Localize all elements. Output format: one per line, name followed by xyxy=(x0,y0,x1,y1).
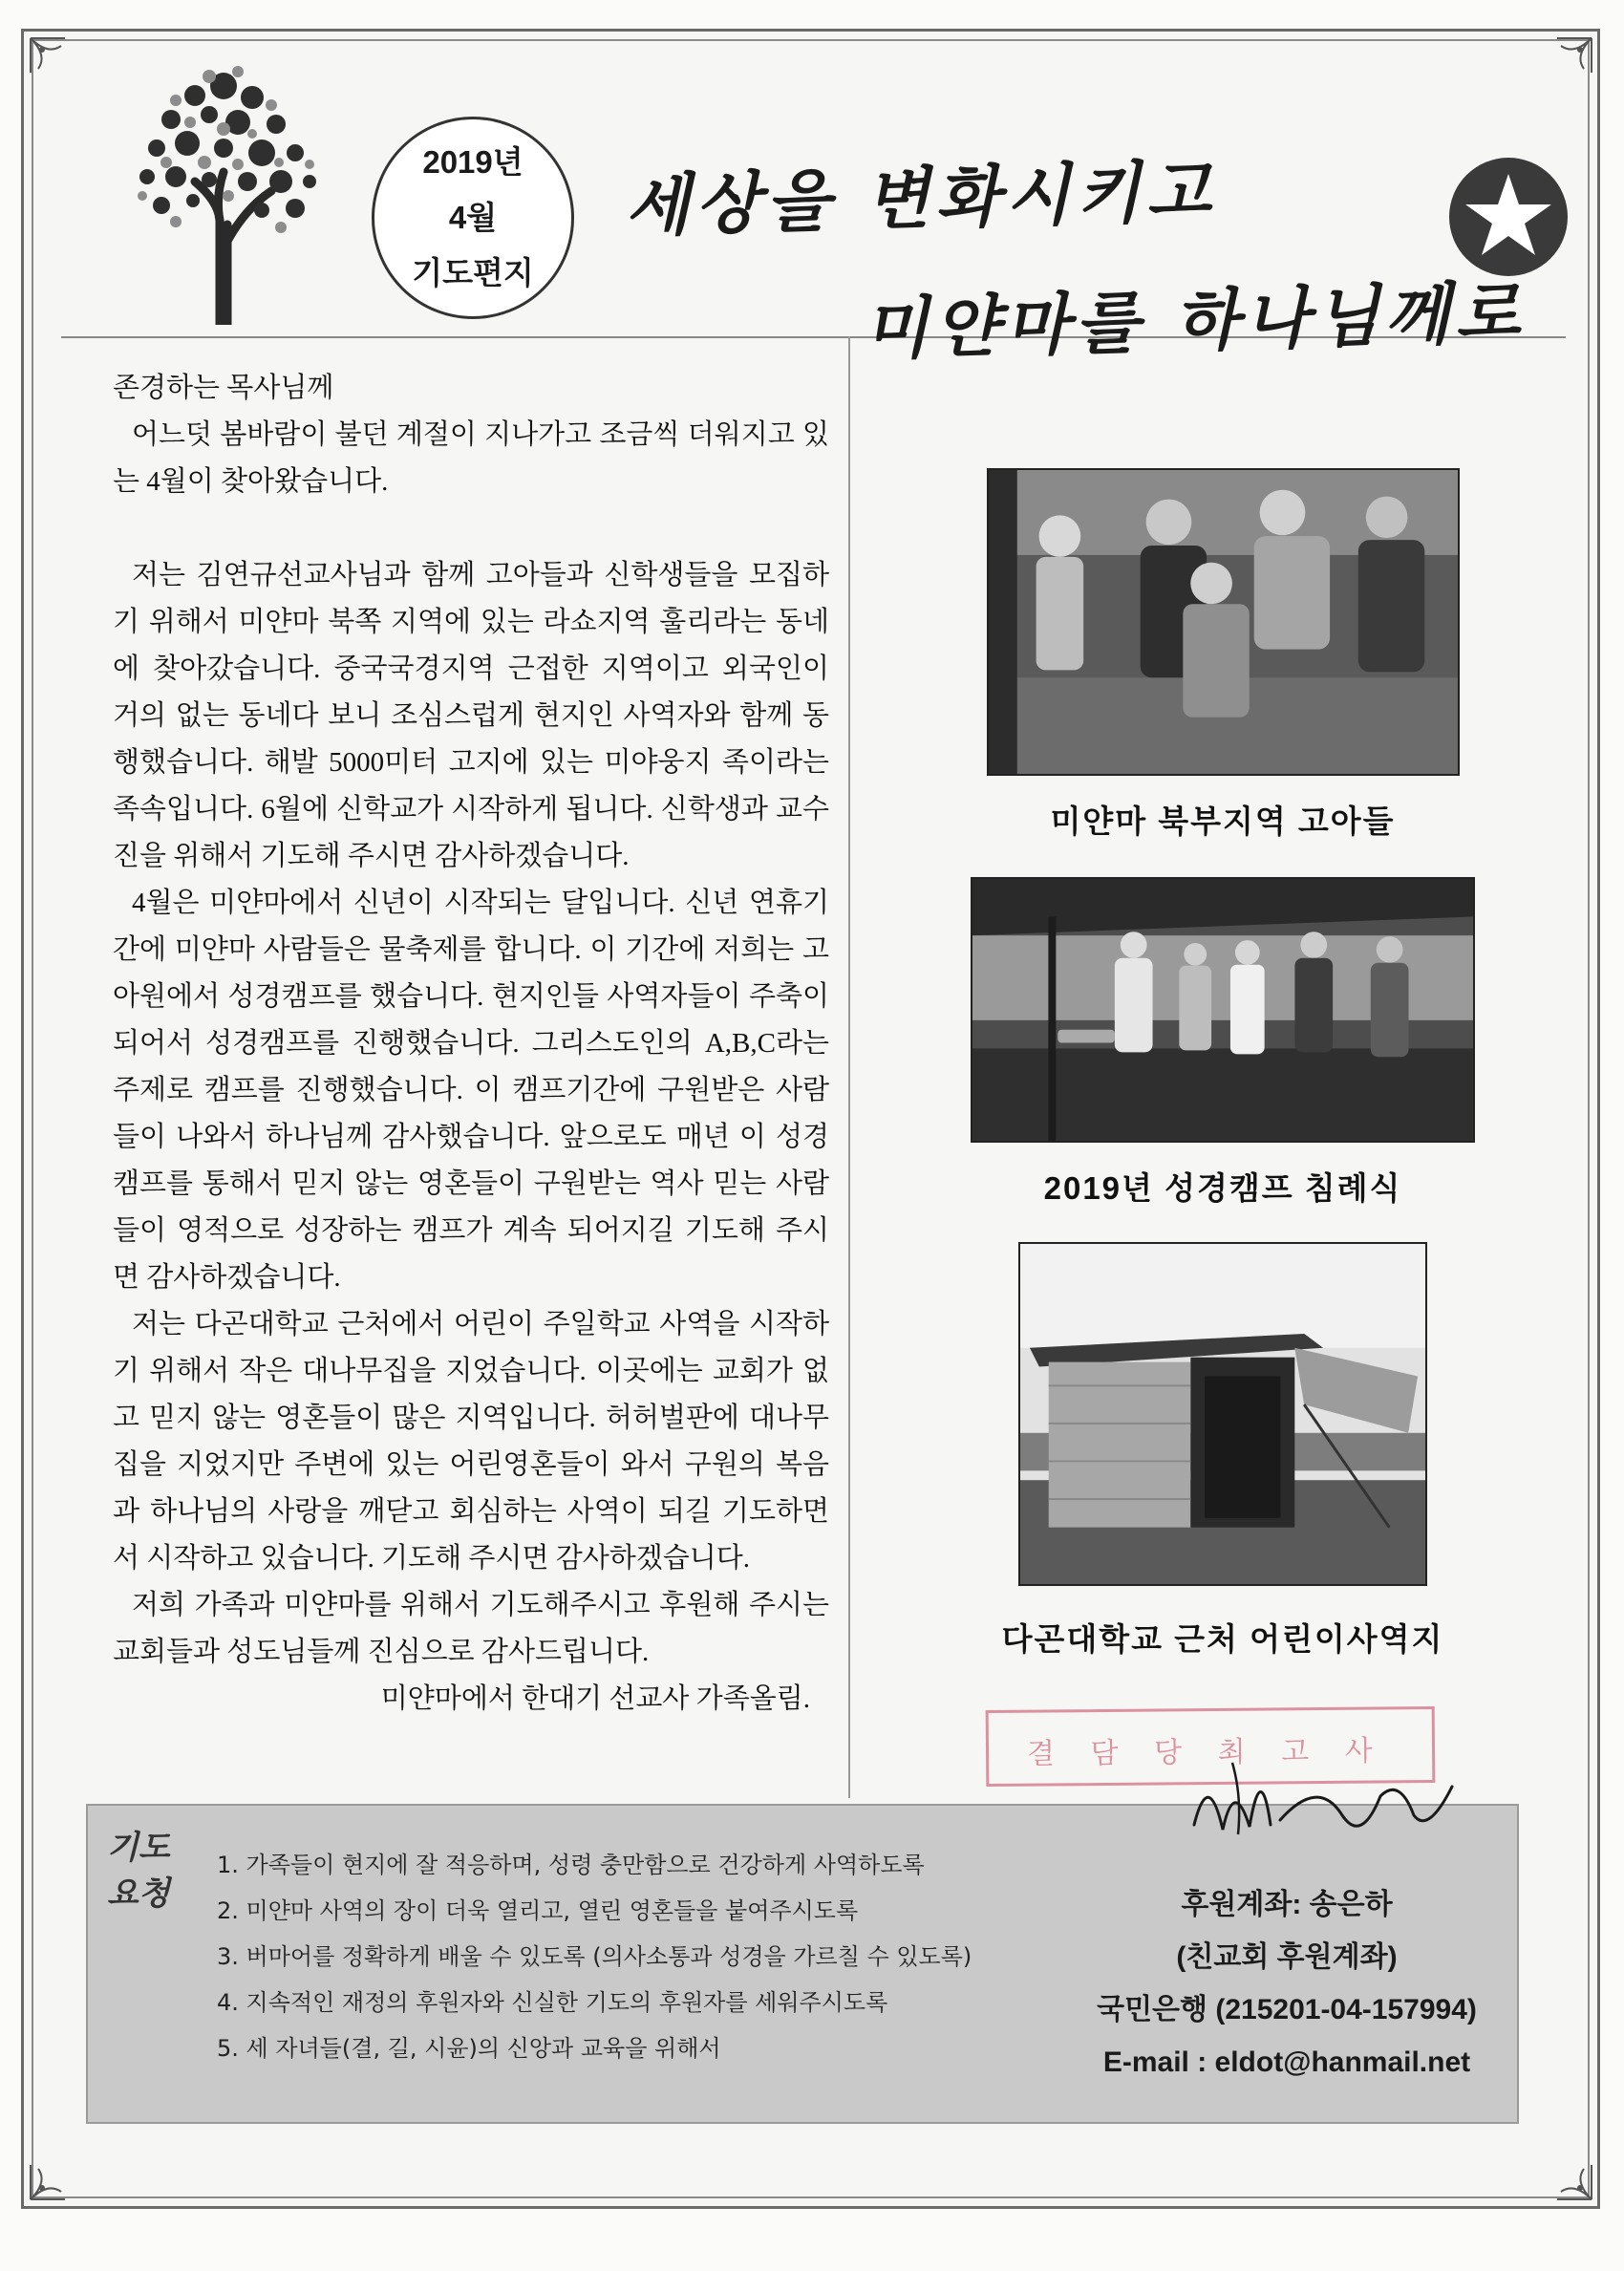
photo-baptism-camp-image xyxy=(971,877,1475,1143)
letter-signature: 미얀마에서 한대기 선교사 가족올림. xyxy=(380,1683,810,1714)
photo-caption-2: 2019년 성경캠프 침례식 xyxy=(1043,1170,1402,1206)
letter-body xyxy=(86,336,850,1798)
paragraph-4: 저는 다곤대학교 근처에서 어린이 주일학교 사역을 시작하기 위해서 작은 대나무집을 지었습니다. 이곳에는 교회가 없고 믿지 않는 영혼들이 많은 지역입니다. 허허벌판에 대나무 집을 지었지만 주변에 있는 어린영혼들이 와서 구원의 복음과 하나님의 사랑을 깨닫고 회심하는 사역이 되길 기도하면서 시작하고 있습니다. 기도해 주시면 감사하겠습니다. xyxy=(113,1309,829,1574)
prayer-item: 4. 지속적인 재정의 후원자와 신실한 기도의 후원자를 세워주시도록 xyxy=(217,1989,888,2016)
photo-caption-3: 다곤대학교 근처 어린이사역지 xyxy=(1001,1621,1444,1657)
salutation: 존경하는 목사님께 xyxy=(113,373,334,403)
photo-caption-1: 미얀마 북부지역 고아들 xyxy=(1050,803,1396,839)
contact-email: E-mail : eldot@hanmail.net xyxy=(1102,2046,1471,2078)
account-holder: 후원계좌: 송은하 xyxy=(1181,1889,1393,1920)
paragraph-2: 저는 김연규선교사님과 함께 고아들과 신학생들을 모집하기 위해서 미얀마 북쪽 지역에 있는 라쇼지역 훌리라는 동네에 찾아갔습니다. 중국국경지역 근접한 지역이고 외국인이 거의 없는 동네다 보니 조심스럽게 현지인 사역자와 함께 동행했습니다. 해발 5000미터 고지에 있는 미야웅지 족이라는 족속입니다. 6월에 신학교가 시작하게 됩니다. 신학생과 교수진을 위해서 기도해 주시면 감사하겠습니다. xyxy=(113,560,829,871)
photo-orphans-image xyxy=(987,468,1460,776)
paragraph-1: 어느덧 봄바람이 불던 계절이 지나가고 조금씩 더워지고 있는 4월이 찾아왔습니다. xyxy=(113,419,829,497)
handwritten-signature-icon xyxy=(1175,1739,1481,1863)
prayer-item: 1. 가족들이 현지에 잘 적응하며, 성령 충만함으로 건강하게 사역하도록 xyxy=(217,1852,925,1878)
approval-stamp: 결 담 당 최 고 사 xyxy=(986,1706,1436,1787)
prayer-item: 5. 세 자녀들(결, 길, 시윤)의 신앙과 교육을 위해서 xyxy=(217,2035,721,2062)
account-note: (친교회 후원계좌) xyxy=(1176,1941,1398,1973)
prayer-label xyxy=(107,1825,212,1917)
prayer-item: 3. 버마어를 정확하게 배울 수 있도록 (의사소통과 성경을 가르칠 수 있도록) xyxy=(217,1943,972,1970)
prayer-label-line2: 요청 xyxy=(107,1875,170,1913)
photo-block-3 xyxy=(955,1242,1490,1660)
photo-block-2 xyxy=(955,877,1490,1209)
date-year: 2019년 xyxy=(422,144,524,180)
bank-account-number: 국민은행 (215201-04-157994) xyxy=(1097,1994,1477,2025)
photo-block-1 xyxy=(955,468,1490,842)
donation-account-info xyxy=(1077,1878,1497,2089)
paragraph-gap xyxy=(113,505,829,552)
star-badge-icon xyxy=(1446,155,1571,279)
corner-ornament-bottom-right xyxy=(1555,2163,1593,2201)
letter-header xyxy=(61,50,1566,370)
handwritten-title-line1: 세상을 변화시키고 xyxy=(624,150,1218,246)
corner-ornament-bottom-left xyxy=(29,2163,67,2201)
prayer-list xyxy=(217,1842,972,2071)
paragraph-3: 4월은 미얀마에서 신년이 시작되는 달입니다. 신년 연휴기간에 미얀마 사람들은 물축제를 합니다. 이 기간에 저희는 고아원에서 성경캠프를 했습니다. 현지인들 사역자들이 주축이 되어서 성경캠프를 진행했습니다. 그리스도인의 A,B,C라는 주제로 캠프를 진행했습니다. 이 캠프기간에 구원받은 사람들이 나와서 하나님께 감사했습니다. 앞으로도 매년 이 성경캠프를 통해서 믿지 않는 영혼들이 구원받는 역사 믿는 사람들이 영적으로 성장하는 캠프가 계속 되어지길 기도해 주시면 감사하겠습니다. xyxy=(113,888,829,1293)
date-label: 기도편지 xyxy=(412,255,534,290)
prayer-item: 2. 미얀마 사역의 장이 더욱 열리고, 열린 영혼들을 붙여주시도록 xyxy=(217,1897,859,1924)
date-badge xyxy=(372,117,574,319)
photo-bamboo-house-image xyxy=(1018,1242,1427,1586)
date-month: 4월 xyxy=(448,200,498,235)
tree-logo-icon xyxy=(118,57,329,325)
paragraph-5: 저희 가족과 미얀마를 위해서 기도해주시고 후원해 주시는 교회들과 성도님들께 진심으로 감사드립니다. xyxy=(113,1590,829,1667)
prayer-label-line1: 기도 xyxy=(107,1829,170,1867)
handwritten-title-line2: 미얀마를 하나님께로 xyxy=(863,271,1528,370)
